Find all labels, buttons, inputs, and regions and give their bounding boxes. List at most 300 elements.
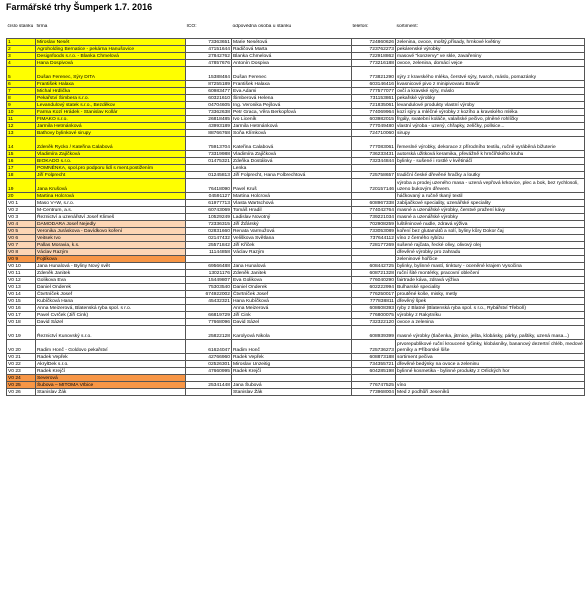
table-row bbox=[7, 137, 585, 151]
cell-responsible-person: Lenka bbox=[232, 165, 352, 172]
cell-phone: 603146416 bbox=[352, 81, 396, 88]
cell-phone: 604285198 bbox=[352, 368, 396, 375]
table-row bbox=[7, 284, 585, 291]
table-row bbox=[7, 200, 585, 207]
cell-company: Řeznictví a uzenářství Josef Klimeš bbox=[36, 214, 186, 221]
header-ico: IČO: bbox=[186, 24, 232, 39]
table-row bbox=[7, 221, 585, 228]
cell-company: Maso V+W, s.r.o. bbox=[36, 200, 186, 207]
table-row bbox=[7, 39, 585, 46]
table-row bbox=[7, 207, 585, 214]
cell-company: Levandulový statek s.r.o., Bezděkov bbox=[36, 102, 186, 109]
cell-company: Designfoods s.r.o. - Blanka Chmelová bbox=[36, 53, 186, 60]
cell-ico: 60321610 bbox=[186, 95, 232, 102]
table-row bbox=[7, 305, 585, 312]
cell-responsible-person: Marie Nesétová bbox=[232, 39, 352, 46]
table-row bbox=[7, 340, 585, 354]
cell-company: POMNĚNKA, spol.pro podporu lidí s ment.postižením bbox=[36, 165, 186, 172]
cell-phone: 608608393 bbox=[352, 305, 396, 312]
cell-company: Radek Krejčí bbox=[36, 368, 186, 375]
cell-responsible-person: Jana Hunalová bbox=[232, 263, 352, 270]
cell-phone: 739221034 bbox=[352, 214, 396, 221]
cell-phone: 776250017 bbox=[352, 291, 396, 298]
cell-company: Michal Hrdlička bbox=[36, 88, 186, 95]
cell-phone: 723762273 bbox=[352, 46, 396, 53]
cell-assortment: levandulové produkty vlastní výroby bbox=[396, 102, 585, 109]
cell-assortment bbox=[396, 375, 585, 382]
cell-stall-number: 1 bbox=[7, 39, 36, 46]
table-row bbox=[7, 277, 585, 284]
cell-ico: 77668096 bbox=[186, 319, 232, 326]
table-row bbox=[7, 95, 585, 102]
table-row bbox=[7, 193, 585, 200]
cell-assortment: frgály, svatební koláče, valašské pečivo, plněné rohlíčky bbox=[396, 116, 585, 123]
table-row bbox=[7, 123, 585, 130]
cell-phone: 722918862 bbox=[352, 53, 396, 60]
cell-ico: 69566488 bbox=[186, 263, 232, 270]
cell-responsible-person: Eva Golikova bbox=[232, 277, 352, 284]
table-row bbox=[7, 256, 585, 263]
cell-stall-number: V0 22 bbox=[7, 361, 36, 368]
cell-company: Anna Meizerová, Blatenská ryba spol. s r.o. bbox=[36, 305, 186, 312]
cell-ico: 73363651 bbox=[186, 39, 232, 46]
cell-phone: 774042764 bbox=[352, 207, 396, 214]
cell-company: Daniel Onderek bbox=[36, 284, 186, 291]
cell-company: David Sázel bbox=[36, 319, 186, 326]
table-row bbox=[7, 354, 585, 361]
cell-responsible-person: Hana Kubíčková bbox=[232, 298, 352, 305]
cell-responsible-person: Šimberová Helena bbox=[232, 95, 352, 102]
cell-assortment: Med z podhůří Jeseníků bbox=[396, 389, 585, 396]
cell-company: František Halaxa bbox=[36, 81, 186, 88]
cell-assortment: ovčí a kravské sýry, máslo bbox=[396, 88, 585, 95]
cell-ico: 45432321 bbox=[186, 298, 232, 305]
cell-assortment: tradiční české dřevěné hračky a loutky bbox=[396, 172, 585, 179]
cell-phone: 724710060 bbox=[352, 130, 396, 137]
cell-company: Radim Honč - Goldovo pekařství bbox=[36, 340, 186, 354]
cell-ico: 02147432 bbox=[186, 235, 232, 242]
table-row bbox=[7, 158, 585, 165]
cell-assortment: sušené rajčata, řecké olivy, olivový olej bbox=[396, 242, 585, 249]
cell-responsible-person bbox=[232, 375, 352, 382]
cell-assortment: bylinky - sušené i rostlé v květináčí bbox=[396, 158, 585, 165]
cell-responsible-person: Radek Krejčí bbox=[232, 368, 352, 375]
cell-stall-number: 18 bbox=[7, 172, 36, 179]
vendors-table bbox=[6, 24, 585, 396]
cell-responsible-person: František Halaxa bbox=[232, 81, 352, 88]
cell-stall-number: V0 13 bbox=[7, 284, 36, 291]
table-row bbox=[7, 291, 585, 298]
cell-responsible-person: Radičová Marta bbox=[232, 46, 352, 53]
cell-ico: 61977713 bbox=[186, 200, 232, 207]
cell-company: BIOKADO s.r.o. bbox=[36, 158, 186, 165]
cell-stall-number: V0 20 bbox=[7, 340, 36, 354]
cell-phone: 728177269 bbox=[352, 242, 396, 249]
cell-stall-number: V0 15 bbox=[7, 298, 36, 305]
cell-assortment: dřevěný špek bbox=[396, 298, 585, 305]
cell-company: Pallas Moravia, k.s. bbox=[36, 242, 186, 249]
cell-stall-number: 13 bbox=[7, 130, 36, 137]
table-row bbox=[7, 46, 585, 53]
cell-stall-number: 7 bbox=[7, 88, 36, 95]
cell-phone: 773821290 bbox=[352, 67, 396, 81]
cell-company: Jana Krušová bbox=[36, 179, 186, 193]
cell-responsible-person: Petr Graca, Věra Berkopfová bbox=[232, 109, 352, 116]
cell-stall-number: 11 bbox=[7, 116, 36, 123]
cell-responsible-person: Daniel Onderek bbox=[232, 284, 352, 291]
cell-assortment: víno z černého rybízu bbox=[396, 235, 585, 242]
cell-ico bbox=[186, 305, 232, 312]
table-row bbox=[7, 235, 585, 242]
table-row bbox=[7, 228, 585, 235]
cell-assortment: luštěninové nudle, zdravá výživa bbox=[396, 221, 585, 228]
cell-stall-number: 14 bbox=[7, 137, 36, 151]
cell-phone bbox=[352, 256, 396, 263]
cell-stall-number: V0 2 bbox=[7, 207, 36, 214]
cell-responsible-person: Tomáš Hradil bbox=[232, 207, 352, 214]
table-row bbox=[7, 109, 585, 116]
cell-phone bbox=[352, 375, 396, 382]
cell-ico: 04591127 bbox=[186, 193, 232, 200]
cell-ico: 87255189 bbox=[186, 81, 232, 88]
cell-phone: 732322120 bbox=[352, 319, 396, 326]
cell-stall-number: 4 bbox=[7, 60, 36, 67]
cell-responsible-person: Blanka Chmelová bbox=[232, 53, 352, 60]
header-phone: telefon: bbox=[352, 24, 396, 39]
cell-ico: 47857676 bbox=[186, 60, 232, 67]
cell-stall-number: V0 7 bbox=[7, 242, 36, 249]
cell-assortment: proutěné koše, misky, metly bbox=[396, 291, 585, 298]
cell-phone bbox=[352, 165, 396, 172]
cell-assortment: sirupy bbox=[396, 130, 585, 137]
table-row bbox=[7, 179, 585, 193]
cell-phone: 724860626 bbox=[352, 39, 396, 46]
cell-stall-number: V0 14 bbox=[7, 291, 36, 298]
table-row bbox=[7, 375, 585, 382]
cell-company: Jana Hunalová - Byliny Nový svět bbox=[36, 263, 186, 270]
cell-assortment: sýry z kravského mléka, čerstvé sýry, tvaroh, máslo, pomazánky bbox=[396, 67, 585, 81]
cell-stall-number: V0 25 bbox=[7, 382, 36, 389]
cell-stall-number: V0 9 bbox=[7, 256, 36, 263]
cell-assortment: vlastní výroba - uzený, chřapky, zelíčky, pollsice... bbox=[396, 123, 585, 130]
cell-phone: 608873188 bbox=[352, 354, 396, 361]
cell-phone: 602222994 bbox=[352, 284, 396, 291]
cell-ico: 76418090 bbox=[186, 179, 232, 193]
table-row bbox=[7, 60, 585, 67]
cell-company: Pekařství Šimbera s.r.o. bbox=[36, 95, 186, 102]
table-row bbox=[7, 53, 585, 60]
cell-company: AkrylDek s.r.o. bbox=[36, 361, 186, 368]
cell-company: Jiří Folprecht bbox=[36, 172, 186, 179]
cell-phone: 721835061 bbox=[352, 102, 396, 109]
cell-responsible-person: Stanislav Žák bbox=[232, 389, 352, 396]
cell-ico: 42766960 bbox=[186, 354, 232, 361]
cell-company: Farma Kozí Hrádek - Stanislav Kollár bbox=[36, 109, 186, 116]
cell-phone: 737644112 bbox=[352, 235, 396, 242]
cell-company: M-Centrum, a.s. bbox=[36, 207, 186, 214]
cell-ico: 13021176 bbox=[186, 270, 232, 277]
cell-ico: 73319988 bbox=[186, 151, 232, 158]
cell-ico: 02526301 bbox=[186, 361, 232, 368]
cell-stall-number: V0 23 bbox=[7, 368, 36, 375]
cell-company: Řeznictví Kunovský s.r.o. bbox=[36, 326, 186, 340]
cell-ico: 72336315 bbox=[186, 221, 232, 228]
cell-company: FIMAKO s.r.o. bbox=[36, 116, 186, 123]
cell-assortment: autorská užitková keramika, převážně k hrnčířského kruhu bbox=[396, 151, 585, 158]
cell-responsible-person: Zdeňka Dostálová bbox=[232, 158, 352, 165]
cell-responsible-person: Jiří Cink bbox=[232, 312, 352, 319]
cell-responsible-person: Veliškova Světlana bbox=[232, 235, 352, 242]
cell-phone: 777838811 bbox=[352, 298, 396, 305]
cell-stall-number: V0 10 bbox=[7, 263, 36, 270]
cell-stall-number: V0 11 bbox=[7, 270, 36, 277]
header-responsible-person: odpovědná osoba u stánku bbox=[232, 24, 352, 39]
cell-responsible-person: Soňa Klímková bbox=[232, 130, 352, 137]
cell-phone: 608721328 bbox=[352, 270, 396, 277]
table-row bbox=[7, 389, 585, 396]
cell-company: Zdeněk Rycko / Kateřina Calabová bbox=[36, 137, 186, 151]
cell-company: Pavel Cvrček (Jiří Cink) bbox=[36, 312, 186, 319]
cell-stall-number: V0 17 bbox=[7, 312, 36, 319]
cell-assortment: víno bbox=[396, 382, 585, 389]
cell-phone: 776747525 bbox=[352, 382, 396, 389]
cell-responsible-person: Vlasta Wartschová bbox=[232, 200, 352, 207]
cell-responsible-person: Jarmila Hetmánková bbox=[232, 123, 352, 130]
cell-phone: 725736273 bbox=[352, 340, 396, 354]
header-row bbox=[7, 24, 585, 39]
cell-company: Jarmila Hetmánková bbox=[36, 123, 186, 130]
cell-assortment: zabíjačkové speciality, uzenářské speciality bbox=[396, 200, 585, 207]
cell-stall-number: V0 16 bbox=[7, 305, 36, 312]
cell-responsible-person: Kateřina Calabová bbox=[232, 137, 352, 151]
cell-assortment: masné výrobky (tlačenka, jitrnice, jelita, klobásky, párky, paštiky, uzená masa...) bbox=[396, 326, 585, 340]
cell-ico: 47151644 bbox=[186, 46, 232, 53]
cell-ico: 27842762 bbox=[186, 53, 232, 60]
cell-phone: 608967338 bbox=[352, 200, 396, 207]
cell-responsible-person: Jiří Žďárský bbox=[232, 221, 352, 228]
table-row bbox=[7, 382, 585, 389]
cell-responsible-person: Ivo Liceník bbox=[232, 116, 352, 123]
cell-company: Radek Vepřek bbox=[36, 354, 186, 361]
cell-phone: 608442725 bbox=[352, 263, 396, 270]
cell-ico: 61624047 bbox=[186, 340, 232, 354]
cell-ico: 15449807 bbox=[186, 277, 232, 284]
table-row bbox=[7, 263, 585, 270]
cell-assortment: dřevěné výrobky pro zahradu bbox=[396, 249, 585, 256]
cell-company: Vladimíra Zajíčková bbox=[36, 151, 186, 158]
cell-phone: 774069964 bbox=[352, 109, 396, 116]
cell-assortment: masné a uzenářské výrobky, čerstvé pražení kávy bbox=[396, 207, 585, 214]
cell-assortment: zeleninové hořčice bbox=[396, 256, 585, 263]
cell-ico: 02831660 bbox=[186, 228, 232, 235]
cell-stall-number: V0 21 bbox=[7, 354, 36, 361]
cell-company: DAMODARA Josef Nejedly bbox=[36, 221, 186, 228]
table-row bbox=[7, 368, 585, 375]
cell-responsible-person: Radim Honč bbox=[232, 340, 352, 354]
cell-ico: 25341448 bbox=[186, 382, 232, 389]
cell-phone: 777049480 bbox=[352, 123, 396, 130]
cell-company: Zdeněk Janitek bbox=[36, 270, 186, 277]
cell-stall-number: 20 bbox=[7, 193, 36, 200]
cell-phone bbox=[352, 193, 396, 200]
cell-responsible-person: Radek Vepřek bbox=[232, 354, 352, 361]
cell-stall-number: V0 24 bbox=[7, 375, 36, 382]
cell-assortment: fairtrade káva, zdravá výživa bbox=[396, 277, 585, 284]
cell-phone: 702908259 bbox=[352, 221, 396, 228]
cell-ico: 26818485 bbox=[186, 116, 232, 123]
cell-company: Veronika Juráskova - Davídkovo koření bbox=[36, 228, 186, 235]
cell-responsible-person: Jana Šubová bbox=[232, 382, 352, 389]
cell-company: Veitsek Ivo bbox=[36, 235, 186, 242]
cell-stall-number: V0 3 bbox=[7, 214, 36, 221]
cell-assortment: zelenina, ovoce, moštý,přísady, hrnkové květiny bbox=[396, 39, 585, 46]
cell-assortment: kvasnicové pivo z minipivovaru Bravůr bbox=[396, 81, 585, 88]
cell-stall-number: V0 12 bbox=[7, 277, 36, 284]
header-stall-number: číslo stánku bbox=[7, 24, 36, 39]
cell-assortment: výroba a prodej uzeného masa - uzená vepřová krkovice, plec a bok, bez rychlosoli, uzeno bukovým dřevem. bbox=[396, 179, 585, 193]
cell-responsible-person: Zdeněk Janitek bbox=[232, 270, 352, 277]
cell-stall-number: V0 1 bbox=[7, 200, 36, 207]
table-row bbox=[7, 242, 585, 249]
cell-stall-number: 19 bbox=[7, 179, 36, 193]
table-row bbox=[7, 298, 585, 305]
table-row bbox=[7, 361, 585, 368]
table-row bbox=[7, 270, 585, 277]
cell-responsible-person: Jiří Folprecht, Hana Folbrechtová bbox=[232, 172, 352, 179]
cell-responsible-person: Čtvrtníček Josef bbox=[232, 291, 352, 298]
table-row bbox=[7, 172, 585, 179]
cell-phone: 776040290 bbox=[352, 277, 396, 284]
cell-stall-number: 15 bbox=[7, 151, 36, 158]
header-company: firma bbox=[36, 24, 186, 39]
cell-assortment: ovoce, zelenina, domácí vejce bbox=[396, 60, 585, 67]
cell-ico: 66819729 bbox=[186, 312, 232, 319]
cell-company: Šubova – MITOMA Vrbice bbox=[36, 382, 186, 389]
cell-assortment: pekařské výrobky bbox=[396, 95, 585, 102]
cell-assortment: pekárenské výrobky bbox=[396, 46, 585, 53]
cell-responsible-person: Anna Meizerová bbox=[232, 305, 352, 312]
table-row bbox=[7, 151, 585, 158]
cell-assortment: Bulharské speciality bbox=[396, 284, 585, 291]
cell-phone: 731153861 bbox=[352, 95, 396, 102]
cell-phone: 608939399 bbox=[352, 326, 396, 340]
cell-ico: 15388484 bbox=[186, 67, 232, 81]
cell-company: Agroholding Bernatice - pekárna Hanušovice bbox=[36, 46, 186, 53]
cell-assortment: koření bez glutamátů a solí, byliny kůry Dokor čaj bbox=[396, 228, 585, 235]
cell-assortment: sortiment pečiva bbox=[396, 354, 585, 361]
cell-company: Golikova Eva bbox=[36, 277, 186, 284]
cell-company: Fojtíkova bbox=[36, 256, 186, 263]
cell-ico bbox=[186, 389, 232, 396]
cell-company: Stanislav Žák bbox=[36, 389, 186, 396]
cell-phone: 603982015 bbox=[352, 116, 396, 123]
cell-stall-number: V0 19 bbox=[7, 326, 36, 340]
cell-ico: 04704605 bbox=[186, 102, 232, 109]
cell-phone: 776800075 bbox=[352, 312, 396, 319]
cell-assortment: kozí sýry a mléčné výrobky z kozího a kravského mléka bbox=[396, 109, 585, 116]
cell-phone: 732344844 bbox=[352, 158, 396, 165]
cell-stall-number: V0 5 bbox=[7, 228, 36, 235]
cell-ico: 25571842 bbox=[186, 242, 232, 249]
cell-phone: 725758657 bbox=[352, 172, 396, 179]
cell-ico: 01475321 bbox=[186, 158, 232, 165]
cell-stall-number: 6 bbox=[7, 81, 36, 88]
table-row bbox=[7, 130, 585, 137]
header-assortment: sortiment: bbox=[396, 24, 585, 39]
cell-stall-number: V0 4 bbox=[7, 221, 36, 228]
cell-phone: 736233431 bbox=[352, 151, 396, 158]
cell-company: Václav Razým bbox=[36, 249, 186, 256]
cell-responsible-person: Ladislav Novotný bbox=[232, 214, 352, 221]
cell-phone: 720157146 bbox=[352, 179, 396, 193]
cell-phone: 773968004 bbox=[352, 389, 396, 396]
page-title: Farmářské trhy Šumperk 1.7. 2016 bbox=[6, 2, 153, 12]
cell-assortment: řemeslné výrobky, dekorace z přírodního textilu, ručně vyráběná bižuterie bbox=[396, 137, 585, 151]
cell-responsible-person: Karolyová Nikola bbox=[232, 326, 352, 340]
cell-ico bbox=[186, 375, 232, 382]
cell-ico: 11144858 bbox=[186, 249, 232, 256]
cell-stall-number: V0 18 bbox=[7, 319, 36, 326]
cell-responsible-person: Pavel Kruš bbox=[232, 179, 352, 193]
cell-stall-number: 9 bbox=[7, 102, 36, 109]
cell-stall-number: 17 bbox=[7, 165, 36, 172]
cell-ico: 47660995 bbox=[186, 368, 232, 375]
cell-assortment bbox=[396, 165, 585, 172]
cell-company: Kubíčková Hana bbox=[36, 298, 186, 305]
cell-assortment: ryby z Blatné (Blatenská ryba spol. s r.o., Rybářství Třeboň) bbox=[396, 305, 585, 312]
cell-stall-number: 3 bbox=[7, 53, 36, 60]
cell-ico: 60983477 bbox=[186, 88, 232, 95]
cell-responsible-person: Renata Varmužová bbox=[232, 228, 352, 235]
cell-responsible-person: Miroslav Unzeitig bbox=[232, 361, 352, 368]
cell-responsible-person: Dušan Ferenec bbox=[232, 67, 352, 81]
cell-assortment: masové "konzervy" ve skle, zavařeniny bbox=[396, 53, 585, 60]
table-row bbox=[7, 165, 585, 172]
cell-ico: 60743069 bbox=[186, 207, 232, 214]
cell-company: Severová bbox=[36, 375, 186, 382]
cell-assortment: ovoce a zelenina bbox=[396, 319, 585, 326]
cell-responsible-person: Václav Razým bbox=[232, 249, 352, 256]
cell-assortment: háčkovaný a ručně tkaný textil bbox=[396, 193, 585, 200]
table-row bbox=[7, 116, 585, 123]
table-row bbox=[7, 214, 585, 221]
cell-ico: 25822128 bbox=[186, 326, 232, 340]
cell-assortment: bylinky, bylinné mastí, tinktury - oceněné krajem Vysočina bbox=[396, 263, 585, 270]
table-row bbox=[7, 102, 585, 109]
cell-stall-number: 10 bbox=[7, 109, 36, 116]
cell-stall-number: 5 bbox=[7, 67, 36, 81]
cell-phone: 777577077 bbox=[352, 88, 396, 95]
table-row bbox=[7, 312, 585, 319]
table-row bbox=[7, 67, 585, 81]
cell-responsible-person: David Sázel bbox=[232, 319, 352, 326]
cell-assortment: dřevěné bedýnky na ovoce a zeleninu bbox=[396, 361, 585, 368]
cell-stall-number: V0 8 bbox=[7, 249, 36, 256]
cell-assortment: bylinné kosmetika - bylinné produkty z Orlických hor bbox=[396, 368, 585, 375]
cell-company: Hana Dospivová bbox=[36, 60, 186, 67]
cell-ico: 88766768 bbox=[186, 130, 232, 137]
cell-responsible-person: Vladimíra Zajíčková bbox=[232, 151, 352, 158]
cell-ico: 01245813 bbox=[186, 172, 232, 179]
cell-assortment: výrobky z Rakytníku bbox=[396, 312, 585, 319]
table-row bbox=[7, 326, 585, 340]
cell-ico: 10529249 bbox=[186, 214, 232, 221]
cell-responsible-person: Jiří Křiček bbox=[232, 242, 352, 249]
cell-responsible-person: Antonín Dospiva bbox=[232, 60, 352, 67]
cell-stall-number: 12 bbox=[7, 123, 36, 130]
cell-ico: 73362638 bbox=[186, 109, 232, 116]
cell-company: Dušan Ferenec, Sýry DITA bbox=[36, 67, 186, 81]
